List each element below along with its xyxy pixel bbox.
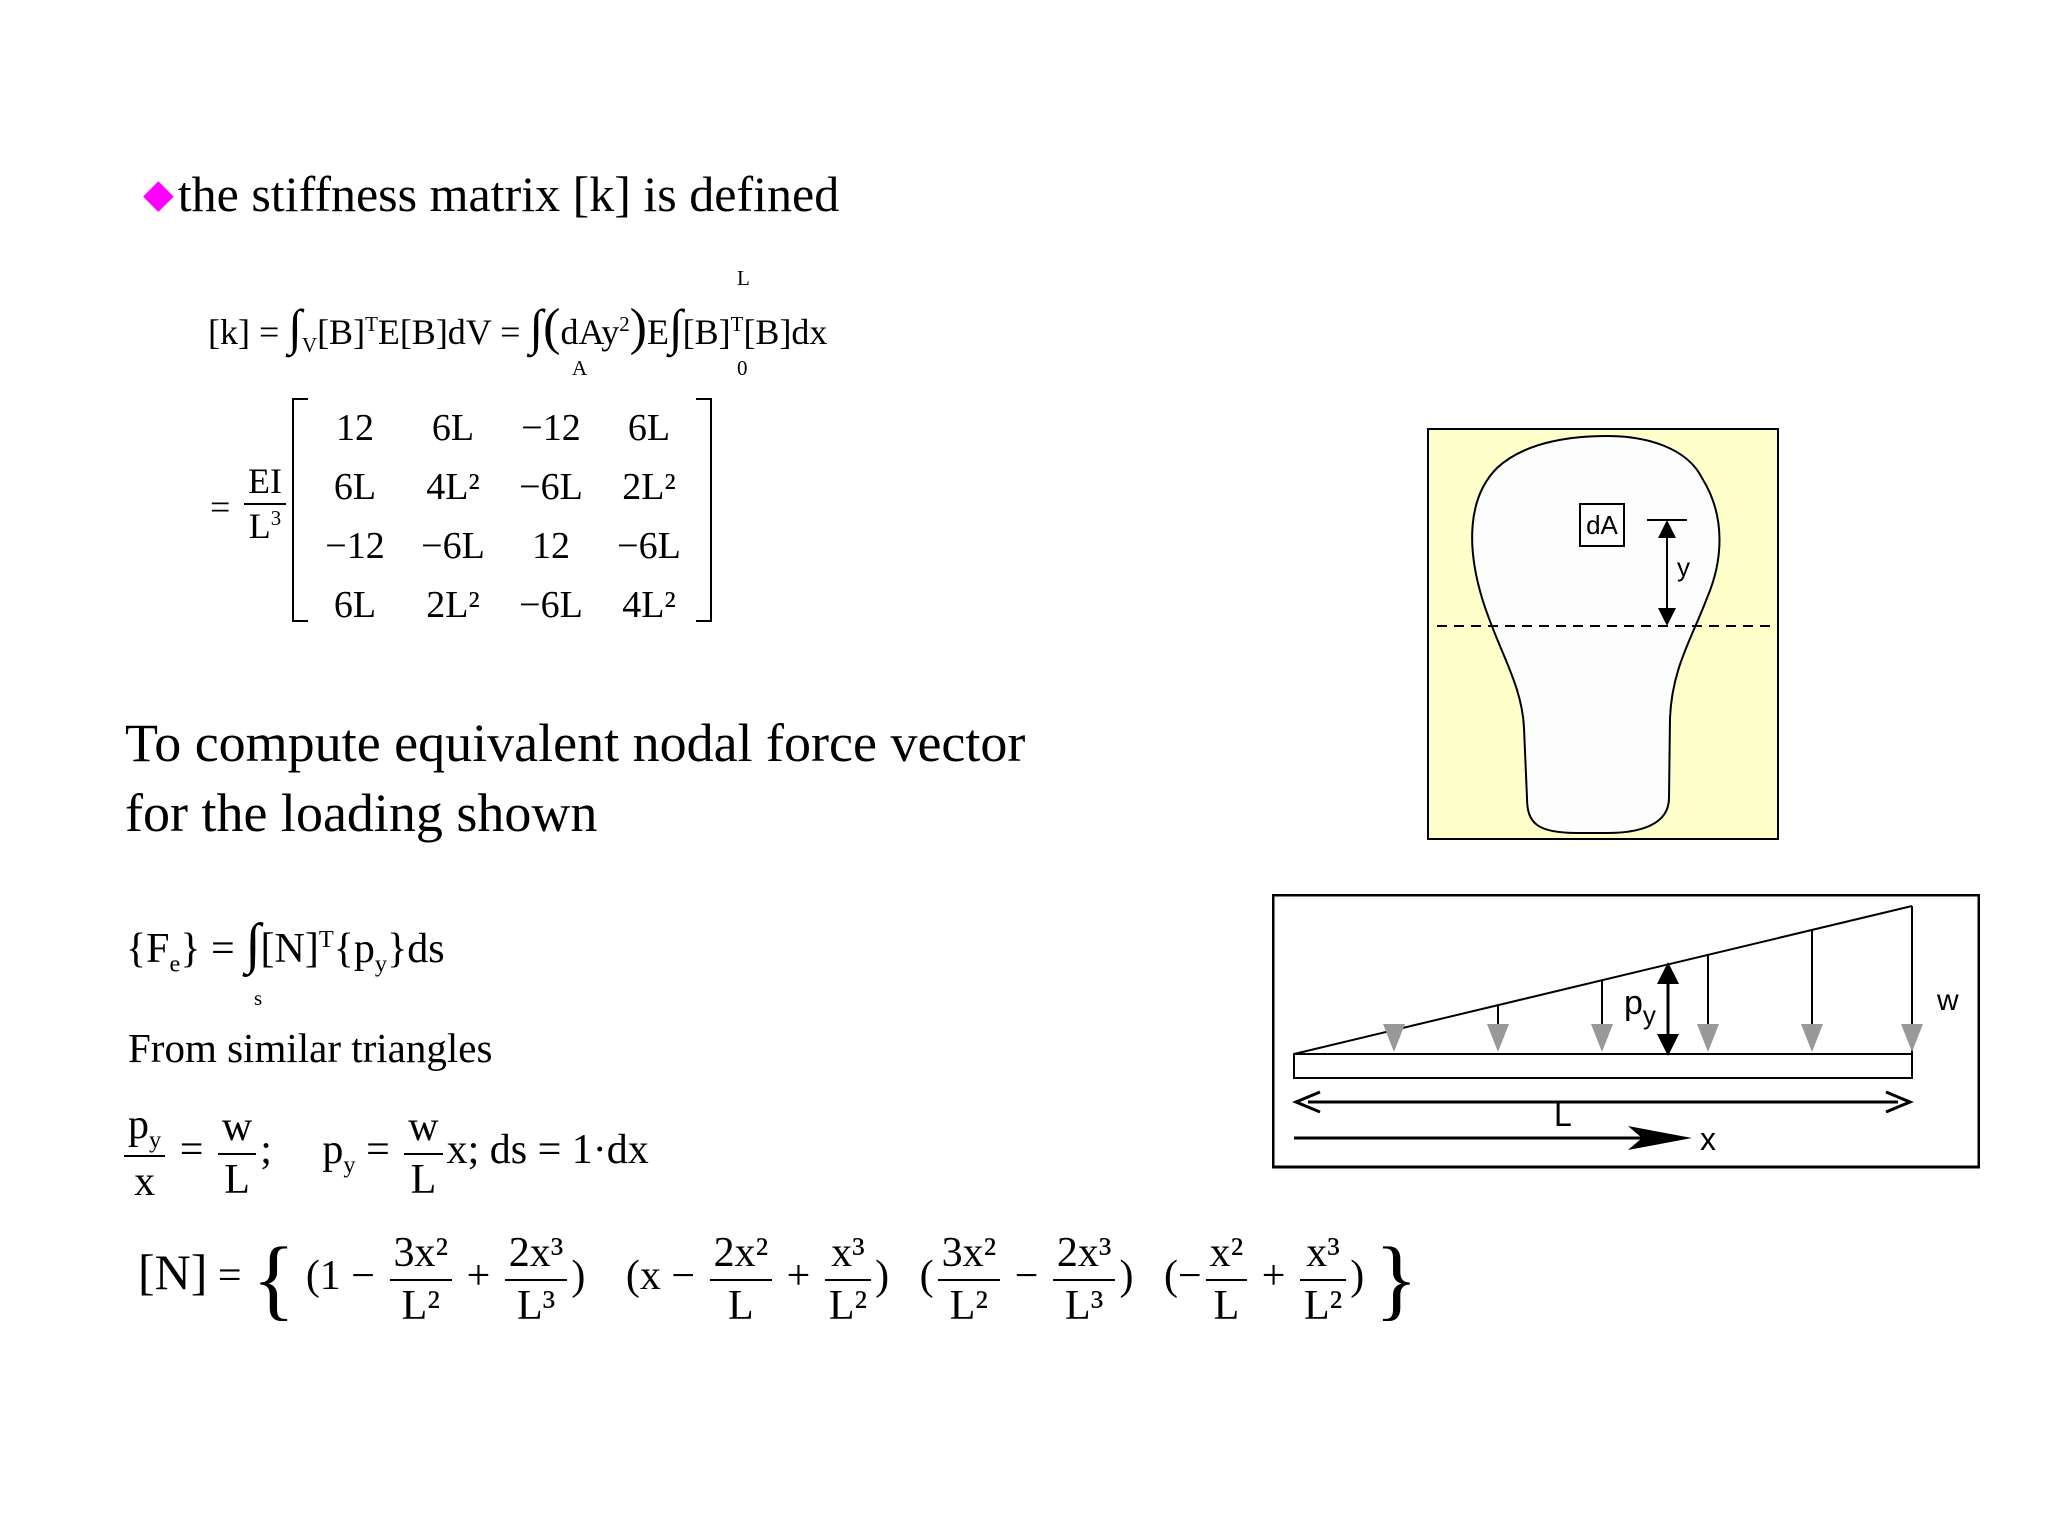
integral-lower-limit: 0: [737, 356, 748, 380]
matrix-cell: 12: [336, 406, 374, 449]
matrix-cell: −12: [521, 406, 581, 449]
matrix-cell: 6L: [627, 406, 671, 449]
matrix-cell: 6L: [333, 465, 377, 508]
right-bracket: [696, 398, 712, 622]
matrix-cell: 2L²: [622, 465, 676, 508]
matrix-coefficient: $\frac{EI}{L^3}$: [240, 460, 290, 548]
shape-function-equation: [N] = { (1 − $\frac{\text{3x²}}{\text{L²}}$ + $\frac{\text{2x³}}{\text{L³}}$ ) (x − $\frac{\text{2x²}}{L}$ + $\frac{\text{x³}}{\text{L²}}$ ) ( $\frac{\text{3x²}}{\text{L²}}$ − $\frac{\text{2x³}}{\text{L³}}$ ) (− $\frac{\text{x²}}{L}$ + $\frac{\text{x³}}{\text{L²}}$ ) }: [138, 1230, 1418, 1329]
integral-s-limit: s: [254, 986, 263, 1010]
matrix-cell: −6L: [617, 524, 681, 567]
matrix-cell: −6L: [519, 465, 583, 508]
beam-loading-figure: [1272, 894, 1980, 1170]
integral-sign: ∫: [245, 913, 261, 975]
right-brace: }: [1374, 1230, 1418, 1329]
label-w: w: [1937, 984, 1959, 1017]
matrix-equals: =: [210, 487, 231, 527]
matrix-cell: 4L²: [426, 465, 480, 508]
label-y: y: [1677, 552, 1690, 582]
matrix-table: [306, 398, 698, 634]
integral-sign: ∫: [529, 299, 544, 355]
beam: [1294, 1054, 1912, 1078]
matrix-cell: −12: [325, 524, 385, 567]
integral-sign: ∫: [288, 299, 302, 355]
label-da: dA: [1586, 510, 1618, 540]
stiffness-matrix: [292, 398, 712, 626]
matrix-cell: 6L: [431, 406, 475, 449]
label-x: x: [1700, 1121, 1716, 1157]
stiffness-equation: $[k] = \int_V[B]^TE[B]dV = \int(dAy^2)E\int[B]^T[B]dx$: [208, 299, 828, 358]
matrix-cell: −6L: [519, 583, 583, 626]
matrix-row: [306, 516, 698, 575]
matrix-row: [306, 457, 698, 516]
integral-sign: ∫: [668, 299, 683, 355]
matrix-cell: −6L: [421, 524, 485, 567]
matrix-cell: 6L: [333, 583, 377, 626]
ratio-equation: $\frac{p_y}{x}$ = $\frac{w}{L}$ ; $p_y$ = $\frac{w}{L}$ x; ds = 1·dx: [120, 1100, 649, 1207]
section-heading: To compute equivalent nodal force vector for the loading shown: [125, 713, 1026, 843]
matrix-row: [306, 575, 698, 634]
force-vector-equation: $\{F_e\} = \int[N]^T\{p_y\}ds$: [126, 913, 445, 978]
diamond-bullet-icon: ◆: [143, 171, 174, 216]
label-l: L: [1554, 1097, 1572, 1133]
integral-upper-limit: L: [737, 266, 750, 290]
left-brace: {: [252, 1230, 296, 1329]
bullet-text: the stiffness matrix [k] is defined: [177, 166, 840, 222]
cross-section-figure: [1427, 428, 1779, 842]
matrix-cell: 12: [532, 524, 570, 567]
figure-frame: [1273, 895, 1979, 1167]
matrix-cell: 2L²: [426, 583, 480, 626]
label-py: $p_y$: [1624, 984, 1656, 1030]
matrix-cell: 4L²: [622, 583, 676, 626]
similar-triangles-text: From similar triangles: [128, 1025, 493, 1071]
integral-area-limit: A: [572, 356, 588, 380]
bullet-heading: [143, 165, 839, 223]
matrix-row: [306, 398, 698, 457]
